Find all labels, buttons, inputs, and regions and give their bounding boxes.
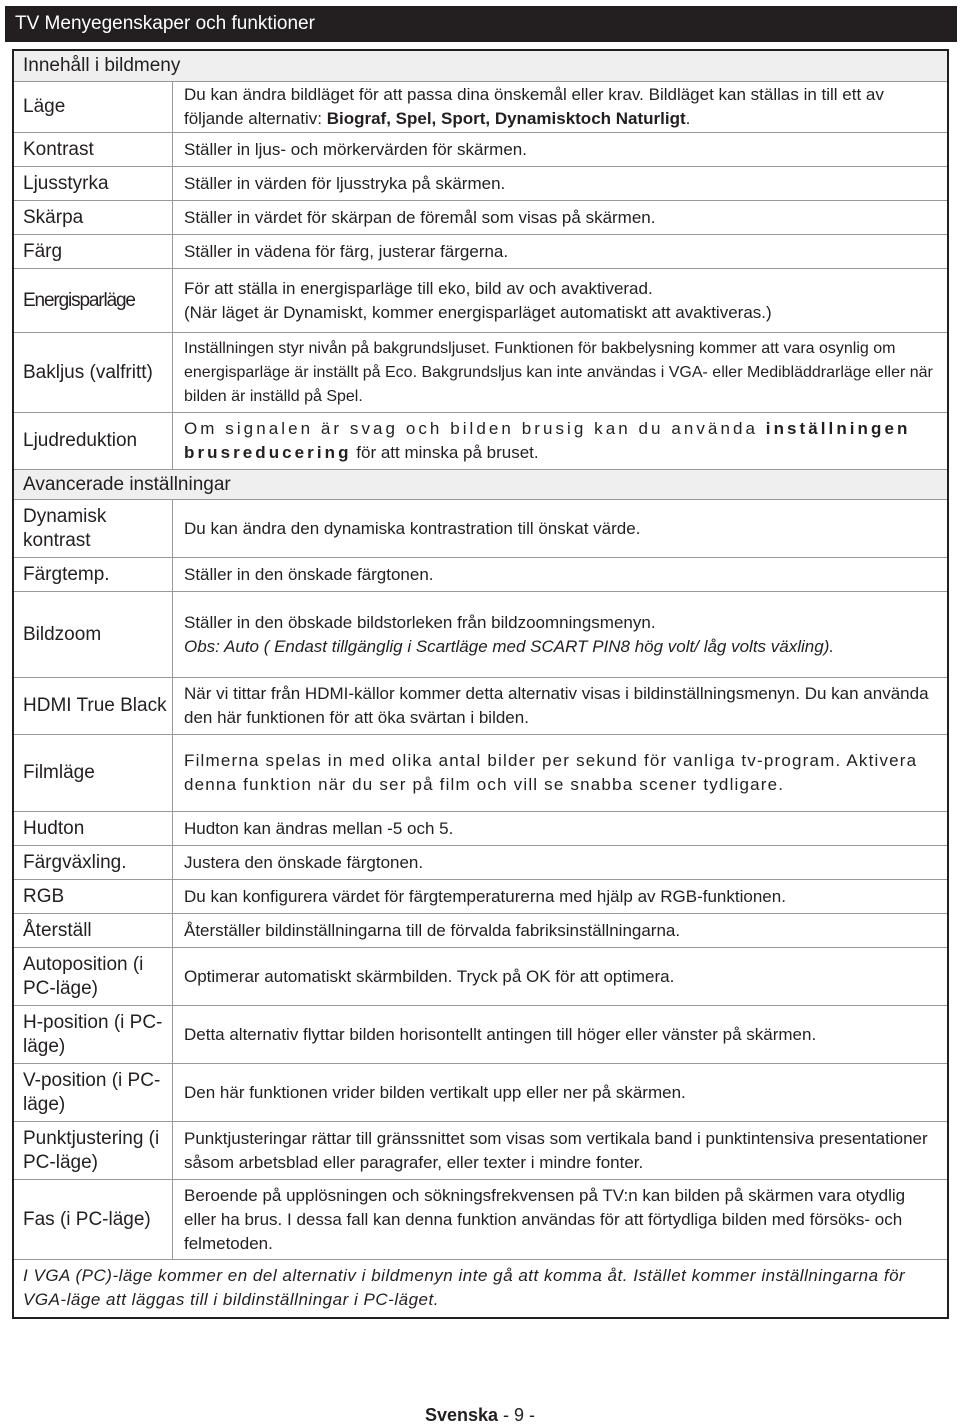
table-row-contrast: [14, 133, 947, 167]
section-heading-advanced: Avancerade inställningar: [14, 470, 947, 500]
row-description: [172, 592, 947, 677]
row-description: Optimerar automatiskt skärmbilden. Tryck på OK för att optimera.: [172, 948, 947, 1005]
description-line: Ställer in den öbskade bildstorleken från bildzoomningsmenyn.: [184, 612, 656, 632]
table-row-backlight: [14, 333, 947, 413]
row-label: Färg: [23, 240, 63, 262]
row-description: Den här funktionen vrider bilden vertikalt upp eller ner på skärmen.: [172, 1064, 947, 1121]
page-number: - 9 -: [503, 1405, 536, 1425]
table-row-skin-tone: [14, 812, 947, 846]
row-label: Skärpa: [23, 206, 84, 228]
footer-language: Svenska: [424, 1405, 499, 1425]
table-row-energy-saving: [14, 269, 947, 333]
table-row-autoposition: [14, 948, 947, 1006]
row-description: [172, 269, 947, 332]
row-description: Ställer in vädena för färg, justerar färgerna.: [172, 235, 947, 268]
table-row-film-mode: [14, 735, 947, 812]
table-row-mode: [14, 82, 947, 133]
table-row-h-position: [14, 1006, 947, 1064]
row-description: Du kan ändra den dynamiska kontrastration till önskat värde.: [172, 500, 947, 557]
description-note: Obs: Auto ( Endast tillgänglig i Scartläge med SCART PIN8 hög volt/ låg volts växling).: [184, 636, 835, 656]
row-description: Ställer in ljus- och mörkervärden för skärmen.: [172, 133, 947, 166]
row-label: Återställ: [23, 919, 92, 941]
page-title: TV Menyegenskaper och funktioner: [5, 6, 957, 42]
table-row-rgb: [14, 880, 947, 914]
row-label: Filmläge: [23, 762, 95, 783]
row-description: Punktjusteringar rättar till gränssnittet som visas som vertikala band i punktintensiva presentationer såsom arbetsblad eller paragrafer, eller texter i mindre fonter.: [172, 1122, 947, 1179]
page-footer: [0, 1405, 960, 1426]
row-label: RGB: [23, 885, 65, 907]
row-label: V-position (i PC-läge): [23, 1069, 161, 1115]
row-description: Detta alternativ flyttar bilden horisontellt antingen till höger eller vänster på skärmen.: [172, 1006, 947, 1063]
row-label: Färgtemp.: [23, 563, 110, 585]
row-label: Läge: [23, 96, 66, 117]
row-label: Kontrast: [23, 138, 94, 160]
description-line: För att ställa in energisparläge till eko, bild av och avaktiverad.: [184, 278, 653, 298]
row-label: Ljusstyrka: [23, 172, 109, 194]
row-label: Autoposition (i PC-läge): [23, 953, 144, 999]
row-description: När vi tittar från HDMI-källor kommer detta alternativ visas i bildinställningsmenyn. Du kan använda den här funktionen för att öka svärtan i bilden.: [172, 678, 947, 734]
row-description: Ställer in värdet för skärpan de föremål som visas på skärmen.: [172, 201, 947, 234]
row-description: Återställer bildinställningarna till de förvalda fabriksinställningarna.: [172, 914, 947, 947]
row-label: Färgväxling.: [23, 851, 127, 873]
table-row-colour-shift: [14, 846, 947, 880]
row-label: Hudton: [23, 817, 85, 839]
row-label: Bildzoom: [23, 623, 102, 645]
row-label: H-position (i PC-läge): [23, 1011, 163, 1057]
row-label: Energisparläge: [23, 289, 135, 311]
description-line: (När läget är Dynamiskt, kommer energisparläget automatiskt att avaktiveras.): [184, 302, 772, 322]
row-description: Om signalen är svag och bilden brusig kan du använda inställningen brusreducering för att minska på bruset.: [172, 413, 947, 469]
row-description: Beroende på upplösningen och sökningsfrekvensen på TV:n kan bilden på skärmen vara otydlig eller ha brus. I dessa fall kan denna funktion användas för att förtydliga bilden med försöks- och felmetoden.: [172, 1180, 947, 1259]
row-label: Punktjustering (i PC-läge): [23, 1127, 160, 1173]
picture-settings-table: [12, 49, 949, 1319]
row-label: HDMI True Black: [23, 695, 167, 716]
table-row-colour-temp: [14, 558, 947, 592]
row-description: Du kan konfigurera värdet för färgtemperaturerna med hjälp av RGB-funktionen.: [172, 880, 947, 913]
table-row-noise-reduction: [14, 413, 947, 470]
table-row-reset: [14, 914, 947, 948]
table-row-dot-clock: [14, 1122, 947, 1180]
row-description: Ställer in den önskade färgtonen.: [172, 558, 947, 591]
row-description: Inställningen styr nivån på bakgrundsljuset. Funktionen för bakbelysning kommer att vara osynlig om energisparläge är inställt på Eco. Bakgrundsljus kan inte användas i VGA- eller Medibläddrarläge eller när bilden är inställd på Spel.: [172, 333, 947, 412]
row-label: Dynamisk kontrast: [23, 505, 107, 551]
row-description: Filmerna spelas in med olika antal bilder per sekund för vanliga tv-program. Aktivera denna funktion när du ser på film och vill se snabba scener tydligare.: [172, 735, 947, 811]
table-row-picture-zoom: [14, 592, 947, 678]
row-description: Ställer in värden för ljusstryka på skärmen.: [172, 167, 947, 200]
table-row-hdmi-true-black: [14, 678, 947, 735]
table-row-dynamic-contrast: [14, 500, 947, 558]
row-label: Fas (i PC-läge): [23, 1208, 151, 1230]
table-row-sharpness: [14, 201, 947, 235]
row-description: Hudton kan ändras mellan -5 och 5.: [172, 812, 947, 845]
table-row-phase: [14, 1180, 947, 1260]
table-row-brightness: [14, 167, 947, 201]
row-label: Ljudreduktion: [23, 430, 138, 451]
row-label: Bakljus (valfritt): [23, 361, 153, 383]
table-row-v-position: [14, 1064, 947, 1122]
table-row-colour: [14, 235, 947, 269]
vga-mode-note: I VGA (PC)-läge kommer en del alternativ i bildmenyn inte gå att komma åt. Istället kommer inställningarna för VGA-läge att läggas till i bildinställningar i PC-läget.: [23, 1266, 906, 1309]
row-description: Justera den önskade färgtonen.: [172, 846, 947, 879]
section-heading-picture-menu: Innehåll i bildmeny: [14, 51, 947, 82]
row-description: Du kan ändra bildläget för att passa dina önskemål eller krav. Bildläget kan ställas in till ett av följande alternativ: Biograf, Spel, Sport, Dynamisktoch Naturligt.: [172, 82, 947, 132]
